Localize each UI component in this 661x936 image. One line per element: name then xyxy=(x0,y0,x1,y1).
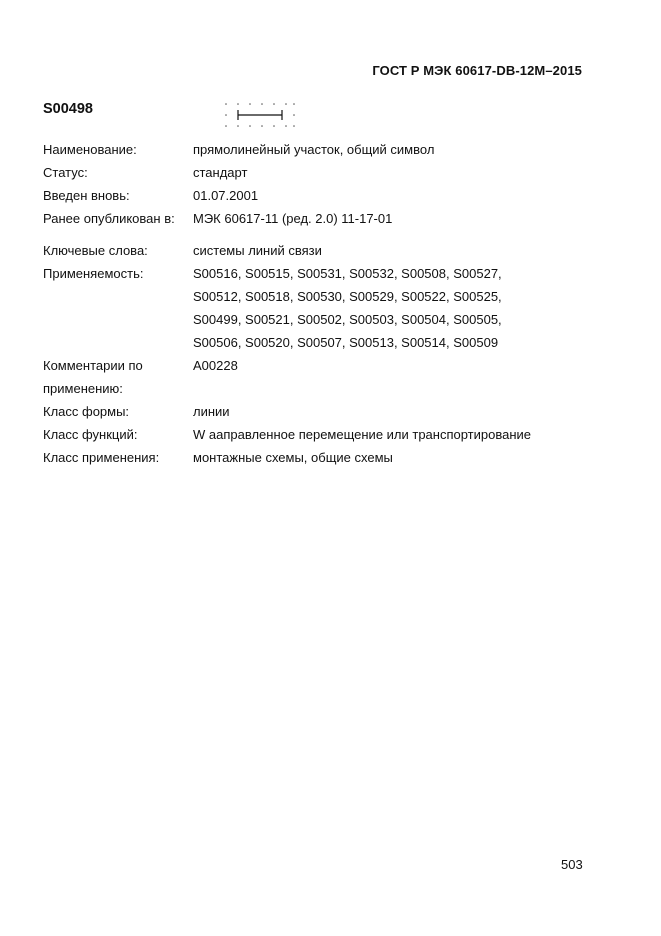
field-label: Введен вновь: xyxy=(43,188,130,203)
field-label: Класс формы: xyxy=(43,404,130,419)
field-value: прямолинейный участок, общий символ xyxy=(193,142,435,157)
field-value: A00228 xyxy=(193,358,238,373)
field-label: применению: xyxy=(43,381,123,396)
field-value: S00506, S00520, S00507, S00513, S00514, S00509 xyxy=(193,335,499,350)
field-value: S00512, S00518, S00530, S00529, S00522, S00525, xyxy=(193,289,502,304)
field-label: Применяемость: xyxy=(43,266,144,281)
field-label: Ранее опубликован в: xyxy=(43,211,175,226)
field-label: Статус: xyxy=(43,165,88,180)
line-section-symbol-icon xyxy=(224,102,296,128)
field-value: линии xyxy=(193,404,230,419)
field-value: стандарт xyxy=(193,165,248,180)
field-value: S00516, S00515, S00531, S00532, S00508, S00527, xyxy=(193,266,502,281)
field-value: 01.07.2001 xyxy=(193,188,259,203)
field-value: S00499, S00521, S00502, S00503, S00504, S00505, xyxy=(193,312,502,327)
field-value: МЭК 60617-11 (ред. 2.0) 11-17-01 xyxy=(193,211,393,226)
field-label: Класс функций: xyxy=(43,427,138,442)
field-value: W аaправленное перемещение или транспортирование xyxy=(193,427,532,442)
field-label: Наименование: xyxy=(43,142,137,157)
page-header-standard: ГОСТ Р МЭК 60617-DB-12M–2015 xyxy=(372,63,582,78)
field-label: Комментарии по xyxy=(43,358,143,373)
field-value: монтажные схемы, общие схемы xyxy=(193,450,393,465)
field-label: Ключевые слова: xyxy=(43,243,148,258)
field-value: системы линий связи xyxy=(193,243,322,258)
symbol-code: S00498 xyxy=(43,101,93,117)
field-label: Класс применения: xyxy=(43,450,160,465)
page-number: 503 xyxy=(561,857,583,872)
